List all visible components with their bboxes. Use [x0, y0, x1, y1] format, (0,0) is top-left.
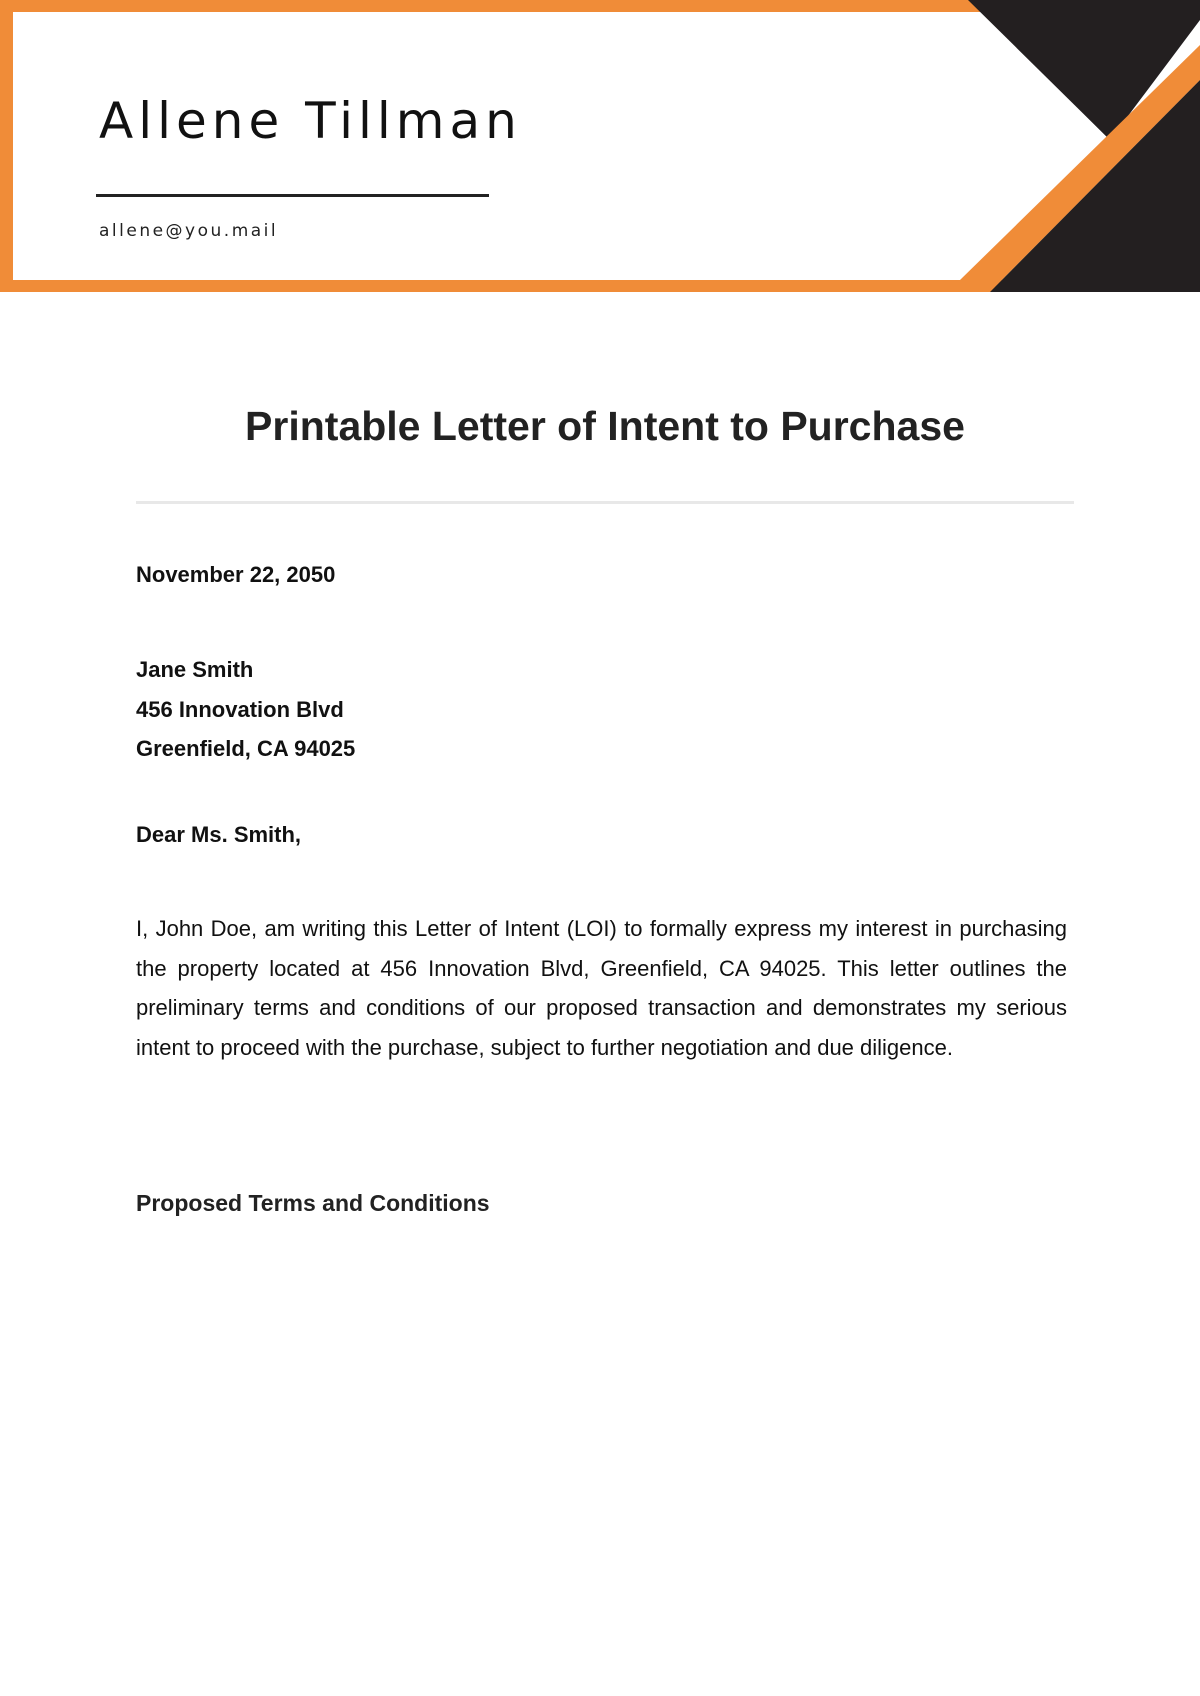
title-divider: [136, 501, 1074, 504]
sender-name: Allene Tillman: [99, 92, 522, 150]
letter-date: November 22, 2050: [136, 562, 336, 587]
accent-frame-left: [0, 0, 13, 292]
recipient-address-line1: 456 Innovation Blvd: [136, 696, 344, 722]
recipient-block: [136, 650, 1067, 769]
recipient-name: Jane Smith: [136, 657, 254, 682]
recipient-address-line2: Greenfield, CA 94025: [136, 736, 356, 761]
salutation: Dear Ms. Smith,: [136, 822, 302, 847]
sender-email: allene@you.mail: [99, 221, 279, 241]
letterhead: [0, 0, 1200, 292]
section-heading-terms: Proposed Terms and Conditions: [136, 1190, 490, 1216]
document-title: Printable Letter of Intent to Purchase: [245, 403, 965, 449]
name-underline: [96, 194, 489, 197]
body-paragraph: I, John Doe, am writing this Letter of Intent (LOI) to formally express my interest in purchasing the property located at 456 Innovation Blvd, Greenfield, CA 94025. This letter outlines the preliminary terms and conditions of our proposed transaction and demonstrates my serious intent to proceed with the purchase, subject to further negotiation and due diligence.: [136, 916, 1067, 1060]
